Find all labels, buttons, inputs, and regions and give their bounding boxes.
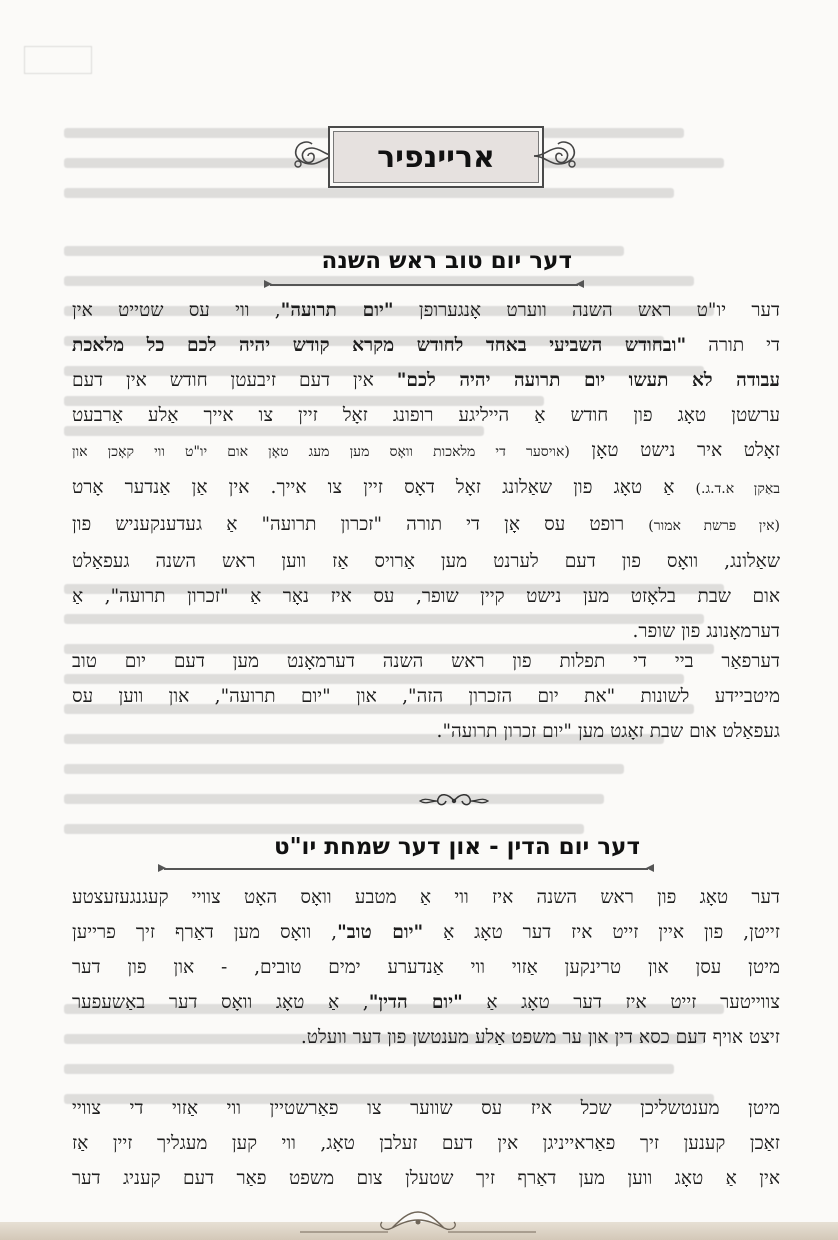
text-line: זאָלט איר נישט טאָן (אויסער די מלאכות וואָס מען מעג טאָן אום יו"ט ווי קאָכן און (72, 440, 780, 461)
text-line: זאַכן קענען זיך פאַראייניגן אין דעם זעלבן טאָג, ווי קען מעגליך זיין אַז (72, 1133, 780, 1154)
section1-paragraph-2 (72, 644, 780, 749)
bottom-ornament-icon (300, 1206, 536, 1236)
text-line: זיצט אויף דעם כסא דין און ער משפט אַלע מענטשן פון דער וועלט. (300, 1027, 780, 1048)
text-line: דערמאָנונג פון שופר. (632, 621, 780, 642)
text-line: עבודה לא תעשו יום תרועה יהיה לכם" אין דעם זיבעטן חודש אין דעם (72, 370, 781, 391)
section-heading-yom-hadin: דער יום הדין - און דער שמחת יו"ט (273, 834, 640, 860)
heading-rule-end-icon (156, 863, 166, 873)
text-line: (אין פרשת אמור) רופט עס אָן די תורה "זכרון תרועה" אַ געדענקעניש פון (72, 514, 780, 535)
text-line: מיטן עסן און טרינקען אַזוי ווי אַנדערע ימים טובים, - און פון דער (72, 957, 780, 978)
scroll-ornament-icon (532, 134, 580, 178)
text-line: שאַלונג, וואָס פון דעם לערנט מען אַרויס אַז ווען ראש השנה געפאַלט (72, 551, 780, 572)
chapter-title: אריינפיר (328, 126, 544, 188)
text-line: אום שבת בלאָזט מען נישט קיין שופר, עס איז נאָר אַ "זכרון תרועה", אַ (72, 586, 780, 607)
text-line: געפאַלט אום שבת זאָגט מען "יום זכרון תרועה". (436, 721, 780, 742)
heading-rule-end-icon (646, 863, 656, 873)
text-line: די תורה "ובחודש השביעי באחד לחודש מקרא קודש יהיה לכם כל מלאכת (72, 335, 780, 356)
heading-rule-end-icon (262, 279, 272, 289)
section1-paragraph-1 (72, 293, 780, 649)
section2-paragraph-1 (72, 880, 780, 1055)
text-line: אין אַ טאָג ווען מען דאַרף זיך שטעלן צום משפט פאַר דעם קעניג דער (72, 1168, 780, 1189)
text-line: באַקן א.ד.ג.) אַ טאָג פון שאַלונג זאָל דאָס זיין צו אייך. אין אַן אַנדער אָרט (72, 477, 781, 498)
text-line: צווייטער זייט איז דער טאָג אַ "יום הדין", אַ טאָג וואָס דער באַשעפער (72, 992, 780, 1013)
text-line: מיטביידע לשונות "את יום הזכרון הזה", און "יום תרועה", און ווען עס (72, 686, 780, 707)
heading-underline (164, 868, 648, 870)
text-line: דער יו"ט ראש השנה ווערט אָנגערופן "יום תרועה", ווי עס שטייט אין (72, 300, 780, 321)
section-heading-rosh-hashana: דער יום טוב ראש השנה (321, 248, 572, 274)
text-line: זייטן, פון איין זייט איז דער טאָג אַ "יום טוב", וואָס מען דאַרף זיך פרייען (72, 922, 780, 943)
heading-rule-end-icon (576, 279, 586, 289)
text-line: ערשטן טאָג פון חודש אַ הייליגע רופונג זאָל זיין צו אייך אַלע אַרבעט (72, 405, 780, 426)
text-line: מיטן מענטשליכן שכל איז עס שווער צו פאַרשטיין ווי אַזוי די צוויי (72, 1098, 780, 1119)
section2-paragraph-2 (72, 1091, 780, 1196)
text-line: דער טאָג פון ראש השנה איז ווי אַ מטבע וואָס האָט צוויי קעגנגעזעצטע (72, 887, 780, 908)
heading-underline (270, 284, 578, 286)
flourish-divider-icon (418, 790, 490, 812)
text-line: דערפאַר ביי די תפלות פון ראש השנה דערמאָנט מען דעם יום טוב (72, 651, 780, 672)
chapter-title-frame (290, 118, 580, 200)
